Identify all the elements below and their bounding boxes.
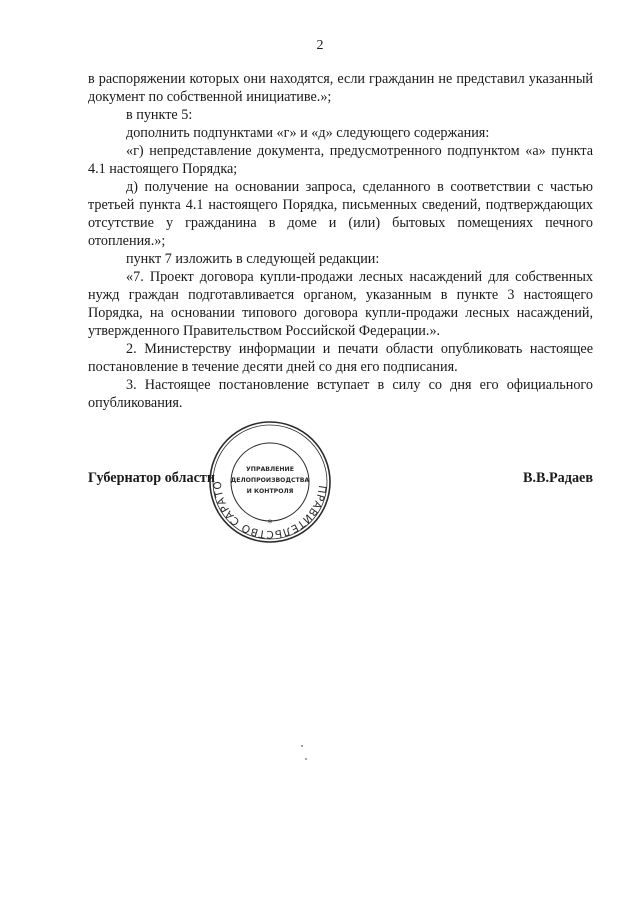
stamp-inner-line: ДЕЛОПРОИЗВОДСТВА <box>230 477 310 484</box>
page-number: 2 <box>316 38 324 53</box>
paragraph: д) получение на основании запроса, сделанного в соответствии с частью третьей пункта 4.1 настоящего Порядка, письменных сведений, подтверждающих отсутствие у гражданина в доме и (или) бытовых помещениях печного отопления.»; <box>88 179 593 249</box>
paragraph: в распоряжении которых они находятся, если гражданин не представил указанный документ по собственной инициативе.»; <box>88 71 593 105</box>
signatory-position: Губернатор области <box>88 470 216 486</box>
stamp-inner-line: И КОНТРОЛЯ <box>246 488 294 495</box>
paragraph: дополнить подпунктами «г» и «д» следующего содержания: <box>126 125 490 141</box>
signature-block <box>88 466 593 490</box>
stamp-star: * <box>267 518 273 529</box>
stamp-outer-text: ПРАВИТЕЛЬСТВО САРАТО <box>211 480 328 541</box>
signatory-name: В.В.Радаев <box>522 470 593 486</box>
paragraph: пункт 7 изложить в следующей редакции: <box>126 251 380 267</box>
paragraph: в пункте 5: <box>126 107 193 123</box>
scan-speck <box>305 758 307 760</box>
paragraph: 3. Настоящее постановление вступает в силу со дня его официального опубликования. <box>88 377 593 411</box>
official-stamp <box>208 420 332 544</box>
stamp-seal-icon <box>208 420 332 544</box>
document-body <box>88 70 593 412</box>
paragraph: «г) непредставление документа, предусмотренного подпунктом «а» пункта 4.1 настоящего Порядка; <box>88 143 593 177</box>
paragraph: «7. Проект договора купли-продажи лесных насаждений для собственных нужд граждан подготавливается органом, указанным в пункте 3 настоящего Порядка, на основании типового договора купли-продажи лесных насаждений, утвержденного Правительством Российской Федерации.». <box>88 269 593 339</box>
scan-speck <box>301 745 303 747</box>
paragraph: 2. Министерству информации и печати области опубликовать настоящее постановление в течение десяти дней со дня его подписания. <box>88 341 593 375</box>
stamp-inner-line: УПРАВЛЕНИЕ <box>246 466 294 473</box>
